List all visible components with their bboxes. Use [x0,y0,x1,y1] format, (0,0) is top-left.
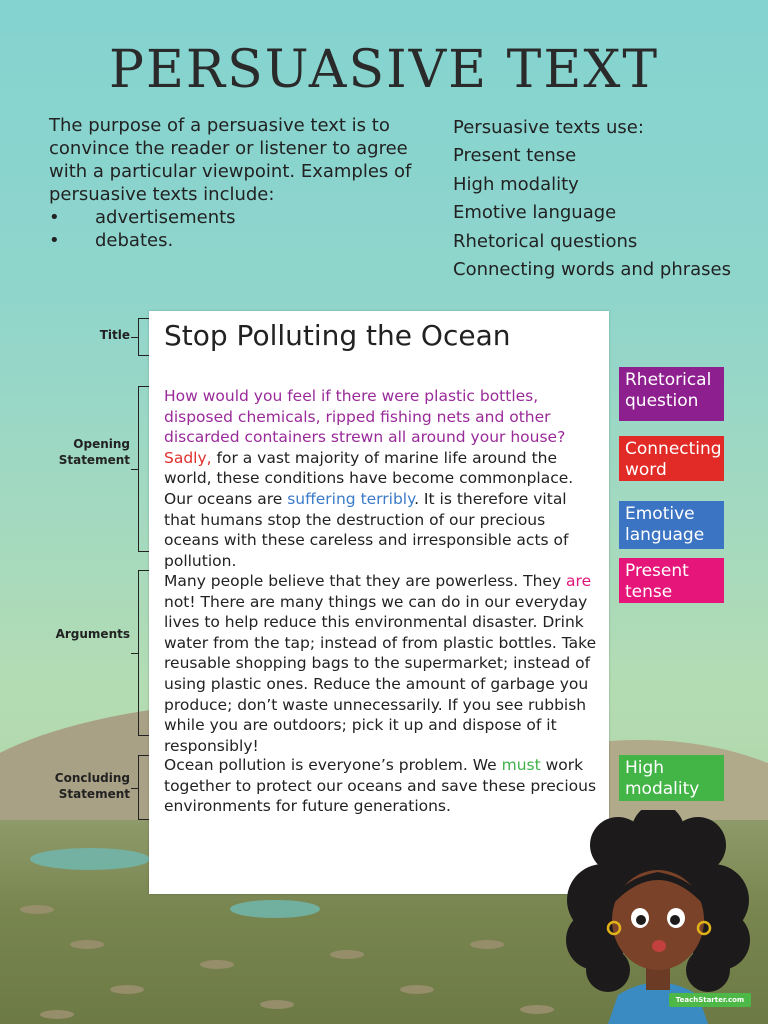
bullet: • [49,230,60,251]
label-arguments: Arguments [55,627,130,641]
concluding-statement [164,755,598,817]
feature-item: Rhetorical questions [453,230,638,252]
connecting-word-text: Sadly, [164,448,212,467]
example-title: Stop Polluting the Ocean [164,319,511,352]
bullet: • [49,207,60,228]
fish-shape [470,940,504,949]
list-item [49,229,419,252]
fish-shape [200,960,234,969]
fish-shape [70,940,104,949]
tag-present-tense: Present tense [619,558,724,603]
features-list [453,114,753,284]
feature-item: Emotive language [453,202,617,224]
tag-rhetorical-question: Rhetorical question [619,367,724,421]
feature-item: Connecting words and phrases [453,259,732,281]
opening-text: . It is therefore vital that humans stop the destruction of our precious oceans with these careless and irresponsible acts of pollution. [164,489,569,570]
feature-item: Present tense [453,145,577,167]
arguments-paragraph [164,571,598,756]
fish-shape [400,985,434,994]
examples-list [49,206,419,252]
opening-text: for a vast majority of marine life around the world, these conditions have become commonplace. Our oceans are [164,448,574,508]
example-text-card [149,311,609,894]
label-concluding-statement: Concluding Statement [54,771,130,801]
label-opening-statement: Opening Statement [58,437,130,467]
list-item [49,206,419,229]
intro-section [49,114,419,252]
tide-pool [230,900,320,918]
arguments-text: Many people believe that they are powerless. They [164,572,567,590]
emotive-language-text: suffering terribly [287,489,415,508]
arguments-text: not! There are many things we can do in our everyday lives to help reduce this environmental disaster. Drink water from the tap; instead of from plastic bottles. Take reusable shopping bags to the supermarket; instead of using plastic ones. Reduce the amount of garbage you produce; don’t waste unnecessarily. If you see rubbish while you are outdoors; pick it up and dispose of it responsibly! [164,592,597,755]
fish-shape [260,1000,294,1009]
intro-text: The purpose of a persuasive text is to convince the reader or listener to agree with a particular viewpoint. Examples of persuasive texts include: [49,115,412,205]
tide-pool [30,848,150,870]
label-title: Title [99,328,130,342]
concluding-text: work together to protect our oceans and save these precious environments for future generations. [164,756,597,816]
opening-statement [164,386,598,571]
concluding-text: Ocean pollution is everyone’s problem. We [164,756,502,774]
fish-shape [330,950,364,959]
tag-emotive-language: Emotive language [619,501,724,549]
present-tense-text: are [566,572,592,590]
high-modality-text: must [501,756,541,774]
feature-item: High modality [453,173,579,195]
list-item-label: debates. [95,230,174,251]
teachstarter-logo: TeachStarter.com [669,993,751,1007]
fish-shape [20,905,54,914]
list-item-label: advertisements [95,207,236,228]
tag-connecting-word: Connecting word [619,436,724,481]
fish-shape [40,1010,74,1019]
features-heading: Persuasive texts use: [453,117,644,138]
tag-high-modality: High modality [619,755,724,801]
rhetorical-question-text: How would you feel if there were plastic bottles, disposed chemicals, ripped fishing nets and other discarded containers strewn all around your house? [164,387,566,447]
girl-illustration [548,810,768,1024]
fish-shape [110,985,144,994]
poster-title: PERSUASIVE TEXT [108,40,660,100]
